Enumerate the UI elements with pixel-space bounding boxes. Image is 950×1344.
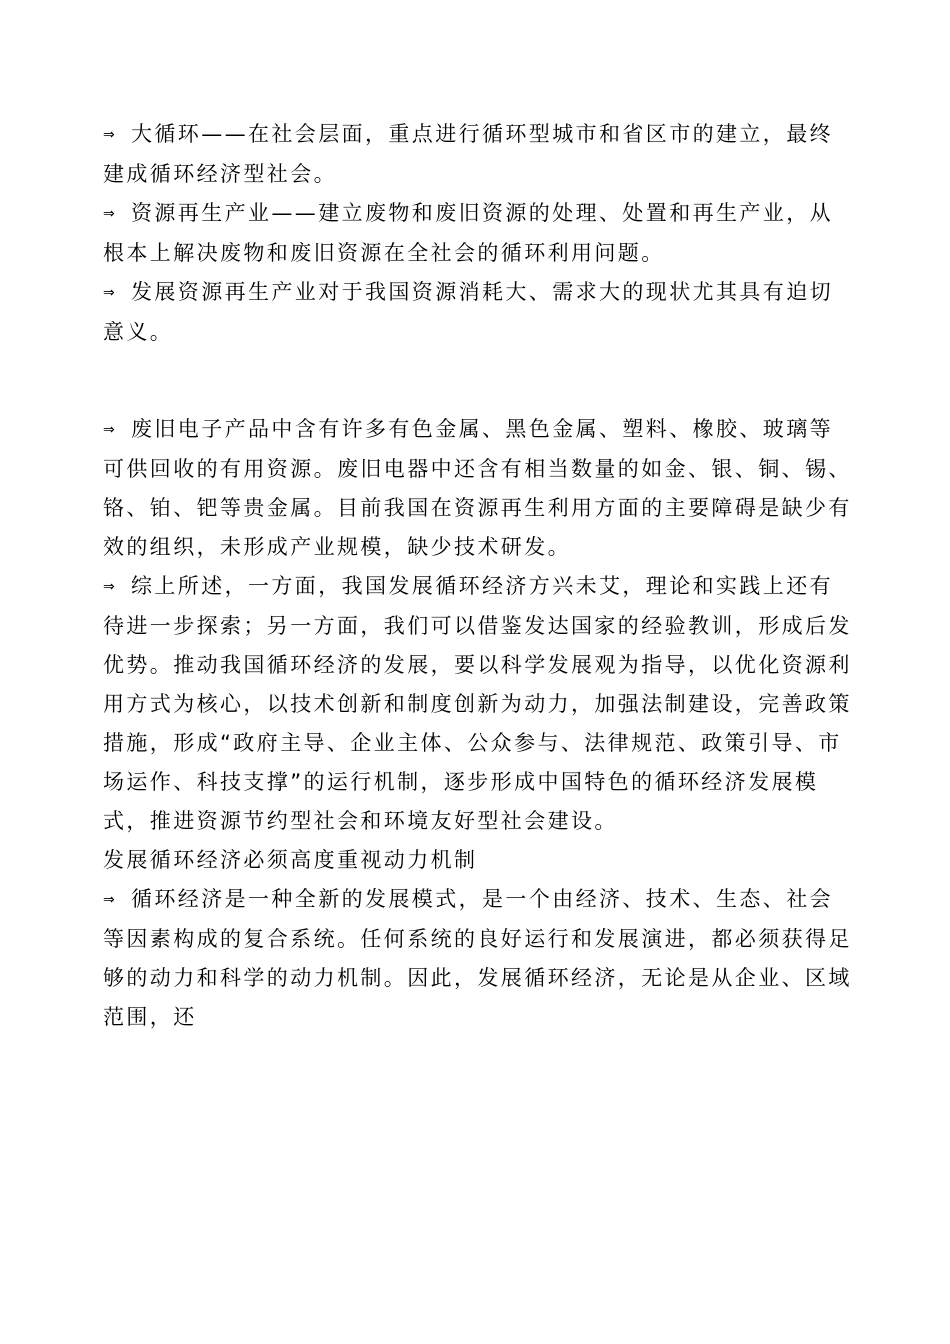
arrow-bullet-icon: ⇒ — [103, 892, 115, 908]
blank-line — [103, 352, 853, 410]
paragraph-3 — [103, 273, 853, 352]
arrow-bullet-icon: ⇒ — [103, 285, 115, 301]
arrow-bullet-icon: ⇒ — [103, 422, 115, 438]
arrow-bullet-icon: ⇒ — [103, 206, 115, 222]
arrow-bullet-icon: ⇒ — [103, 127, 115, 143]
heading-text: 发展循环经济必须高度重视动力机制 — [103, 848, 478, 872]
arrow-bullet-icon: ⇒ — [103, 579, 115, 595]
paragraph-text: 发展资源再生产业对于我国资源消耗大、需求大的现状尤其具有迫切意义。 — [103, 280, 833, 344]
paragraph-text: 循环经济是一种全新的发展模式，是一个由经济、技术、生态、社会等因素构成的复合系统。任何系统的良好运行和发展演进，都必须获得足够的动力和科学的动力机制。因此，发展循环经济，无论是从企业、区域范围，还 — [103, 887, 852, 1029]
document-body — [103, 115, 853, 1037]
paragraph-6 — [103, 880, 853, 1037]
paragraph-2 — [103, 194, 853, 273]
paragraph-5 — [103, 567, 853, 841]
paragraph-1 — [103, 115, 853, 194]
paragraph-text: 大循环——在社会层面，重点进行循环型城市和省区市的建立，最终建成循环经济型社会。 — [103, 122, 833, 186]
paragraph-4 — [103, 410, 853, 567]
paragraph-text: 废旧电子产品中含有许多有色金属、黑色金属、塑料、橡胶、玻璃等可供回收的有用资源。废旧电器中还含有相当数量的如金、银、铜、锡、铬、铂、钯等贵金属。目前我国在资源再生利用方面的主要障碍是缺少有效的组织，未形成产业规模，缺少技术研发。 — [103, 417, 852, 559]
paragraph-text: 资源再生产业——建立废物和废旧资源的处理、处置和再生产业，从根本上解决废物和废旧资源在全社会的循环利用问题。 — [103, 201, 833, 265]
paragraph-text: 综上所述，一方面，我国发展循环经济方兴未艾，理论和实践上还有待进一步探索；另一方面，我们可以借鉴发达国家的经验教训，形成后发优势。推动我国循环经济的发展，要以科学发展观为指导，以优化资源利用方式为核心，以技术创新和制度创新为动力，加强法制建设，完善政策措施，形成“政府主导、企业主体、公众参与、法律规范、政策引导、市场运作、科技支撑”的运行机制，逐步形成中国特色的循环经济发展模式，推进资源节约型社会和环境友好型社会建设。 — [103, 574, 852, 833]
section-heading — [103, 841, 853, 880]
